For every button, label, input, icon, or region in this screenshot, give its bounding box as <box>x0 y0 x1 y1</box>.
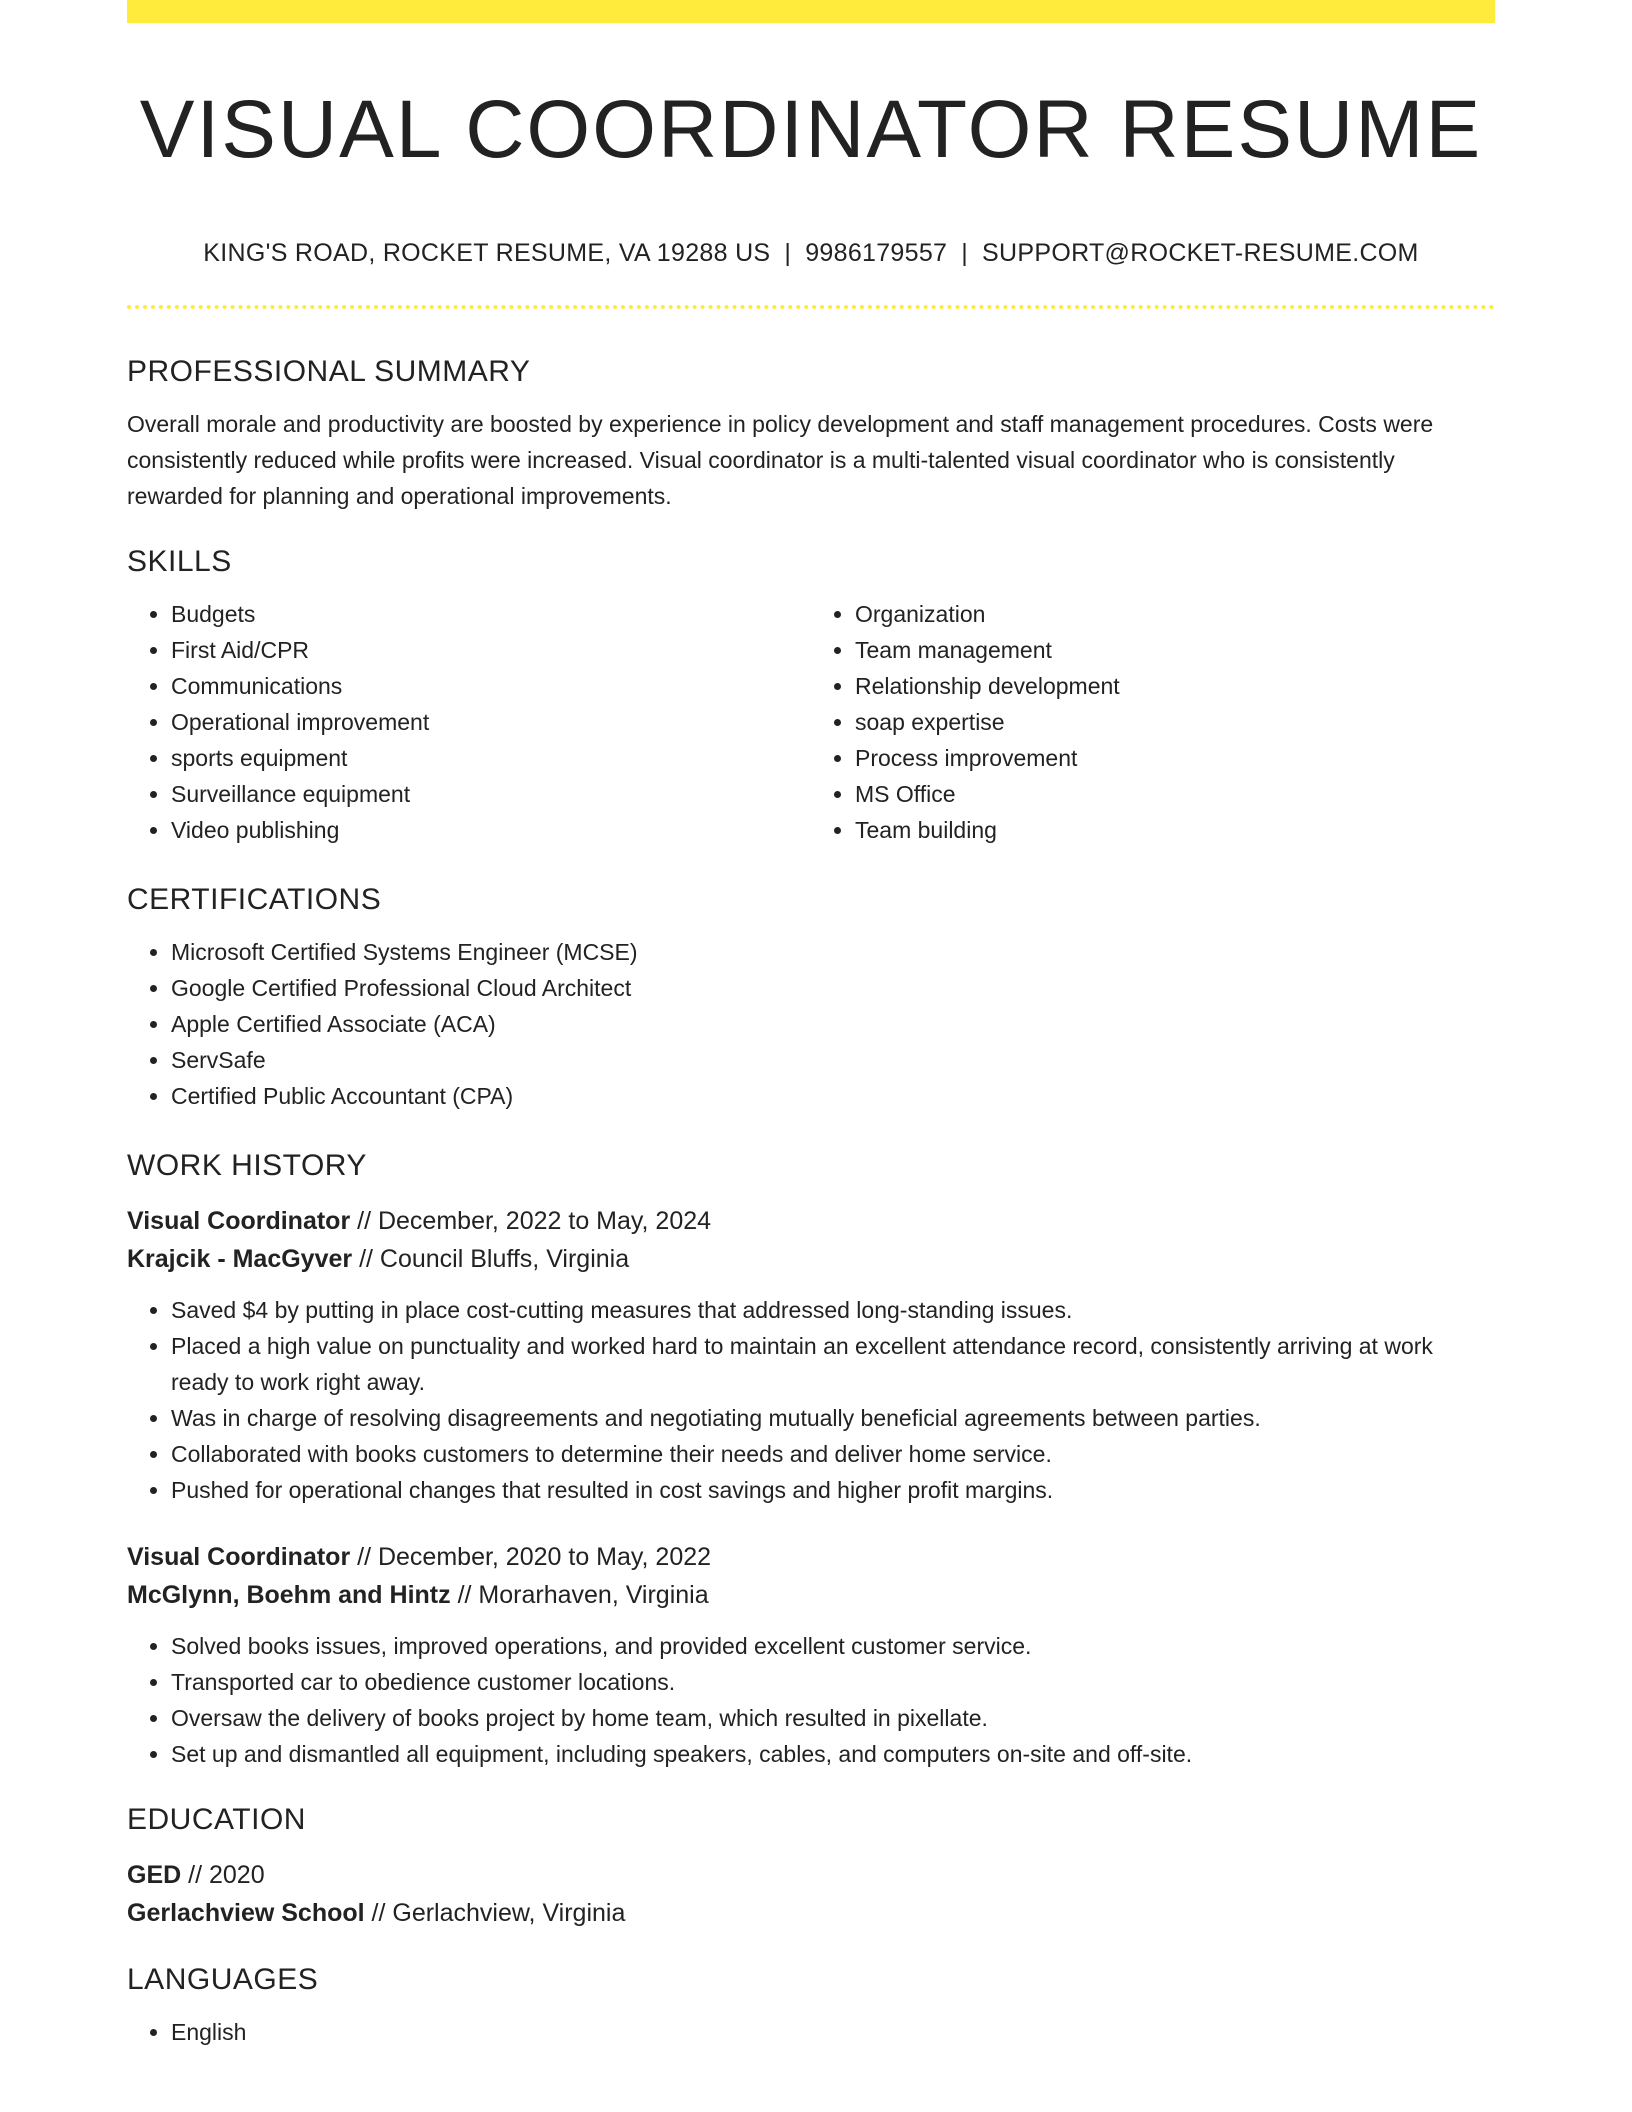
resume-content <box>127 348 1495 2050</box>
language-item: • English <box>171 2014 1495 2050</box>
job-entry <box>127 1202 1495 1508</box>
contact-phone: 9986179557 <box>805 239 948 267</box>
education-location: // Gerlachview, Virginia <box>371 1899 626 1927</box>
skill-item: • soap expertise <box>855 704 1495 740</box>
job-dates: // December, 2020 to May, 2022 <box>357 1543 712 1571</box>
summary-text: Overall morale and productivity are boosted by experience in policy development and staff management procedures. Costs were consistently reduced while profits were increased. Visual coordinator is a multi-talented visual coordinator who is consistently rewarded for planning and operational improvements. <box>127 411 1434 509</box>
skill-item: • Team management <box>855 632 1495 668</box>
skill-item: • Process improvement <box>855 740 1495 776</box>
contact-line <box>127 236 1495 270</box>
education-degree-line <box>127 1856 1495 1894</box>
summary-heading: PROFESSIONAL SUMMARY <box>127 355 531 388</box>
skill-item: • Relationship development <box>855 668 1495 704</box>
skill-item: • Budgets <box>171 596 811 632</box>
job-bullet: • Was in charge of resolving disagreements and negotiating mutually beneficial agreements between parties. <box>171 1400 1495 1436</box>
languages-list <box>127 2014 1495 2050</box>
job-title: Visual Coordinator <box>127 1543 351 1571</box>
skill-item: • Team building <box>855 812 1495 848</box>
job-bullet: • Set up and dismantled all equipment, including speakers, cables, and computers on-site and off-site. <box>171 1736 1495 1772</box>
job-bullets <box>127 1292 1495 1508</box>
skill-item: • MS Office <box>855 776 1495 812</box>
job-location: // Morarhaven, Virginia <box>457 1581 709 1609</box>
skill-item: • Communications <box>171 668 811 704</box>
certifications-list <box>127 934 1495 1114</box>
job-title-line <box>127 1202 1495 1240</box>
job-bullet: • Oversaw the delivery of books project by home team, which resulted in pixellate. <box>171 1700 1495 1736</box>
job-title-line <box>127 1538 1495 1576</box>
skill-item: • Operational improvement <box>171 704 811 740</box>
certification-item: • Certified Public Accountant (CPA) <box>171 1078 1495 1114</box>
job-title: Visual Coordinator <box>127 1207 351 1235</box>
resume-title: VISUAL COORDINATOR RESUME <box>139 84 1483 175</box>
work-history-heading: WORK HISTORY <box>127 1149 367 1182</box>
skill-item: • Video publishing <box>171 812 811 848</box>
skill-item: • First Aid/CPR <box>171 632 811 668</box>
job-company: Krajcik - MacGyver <box>127 1245 353 1273</box>
education-heading: EDUCATION <box>127 1803 306 1836</box>
job-location: // Council Bluffs, Virginia <box>359 1245 630 1273</box>
skill-item: • Organization <box>855 596 1495 632</box>
languages-heading: LANGUAGES <box>127 1963 319 1996</box>
top-accent-bar <box>127 0 1495 23</box>
job-bullet: • Saved $4 by putting in place cost-cutting measures that addressed long-standing issues. <box>171 1292 1495 1328</box>
job-bullet: • Solved books issues, improved operations, and provided excellent customer service. <box>171 1628 1495 1664</box>
contact-separator: | <box>961 239 969 267</box>
education-school: Gerlachview School <box>127 1899 365 1927</box>
job-entry <box>127 1538 1495 1772</box>
certification-item: • Microsoft Certified Systems Engineer (MCSE) <box>171 934 1495 970</box>
job-bullet: • Collaborated with books customers to determine their needs and deliver home service. <box>171 1436 1495 1472</box>
job-company-line <box>127 1576 1495 1614</box>
job-bullets <box>127 1628 1495 1772</box>
job-bullet: • Transported car to obedience customer locations. <box>171 1664 1495 1700</box>
skill-item: • sports equipment <box>171 740 811 776</box>
dotted-divider <box>127 305 1495 309</box>
certification-item: • Apple Certified Associate (ACA) <box>171 1006 1495 1042</box>
education-degree: GED <box>127 1861 182 1889</box>
work-history-section <box>127 1142 1495 1772</box>
skills-columns <box>127 596 1495 848</box>
job-company-line <box>127 1240 1495 1278</box>
job-company: McGlynn, Boehm and Hintz <box>127 1581 451 1609</box>
skills-list-right <box>811 596 1495 848</box>
education-year: // 2020 <box>188 1861 265 1889</box>
education-entry <box>127 1856 1495 1932</box>
contact-separator: | <box>784 239 792 267</box>
contact-email: SUPPORT@ROCKET-RESUME.COM <box>982 239 1419 267</box>
job-dates: // December, 2022 to May, 2024 <box>357 1207 712 1235</box>
skill-item: • Surveillance equipment <box>171 776 811 812</box>
job-bullet: • Placed a high value on punctuality and worked hard to maintain an excellent attendance record, consistently arriving at work ready to work right away. <box>171 1328 1495 1400</box>
job-bullet: • Pushed for operational changes that resulted in cost savings and higher profit margins. <box>171 1472 1495 1508</box>
skills-list-left <box>127 596 811 848</box>
skills-heading: SKILLS <box>127 545 232 578</box>
certification-item: • ServSafe <box>171 1042 1495 1078</box>
contact-address: KING'S ROAD, ROCKET RESUME, VA 19288 US <box>203 239 771 267</box>
certification-item: • Google Certified Professional Cloud Architect <box>171 970 1495 1006</box>
certifications-heading: CERTIFICATIONS <box>127 883 382 916</box>
education-school-line <box>127 1894 1495 1932</box>
